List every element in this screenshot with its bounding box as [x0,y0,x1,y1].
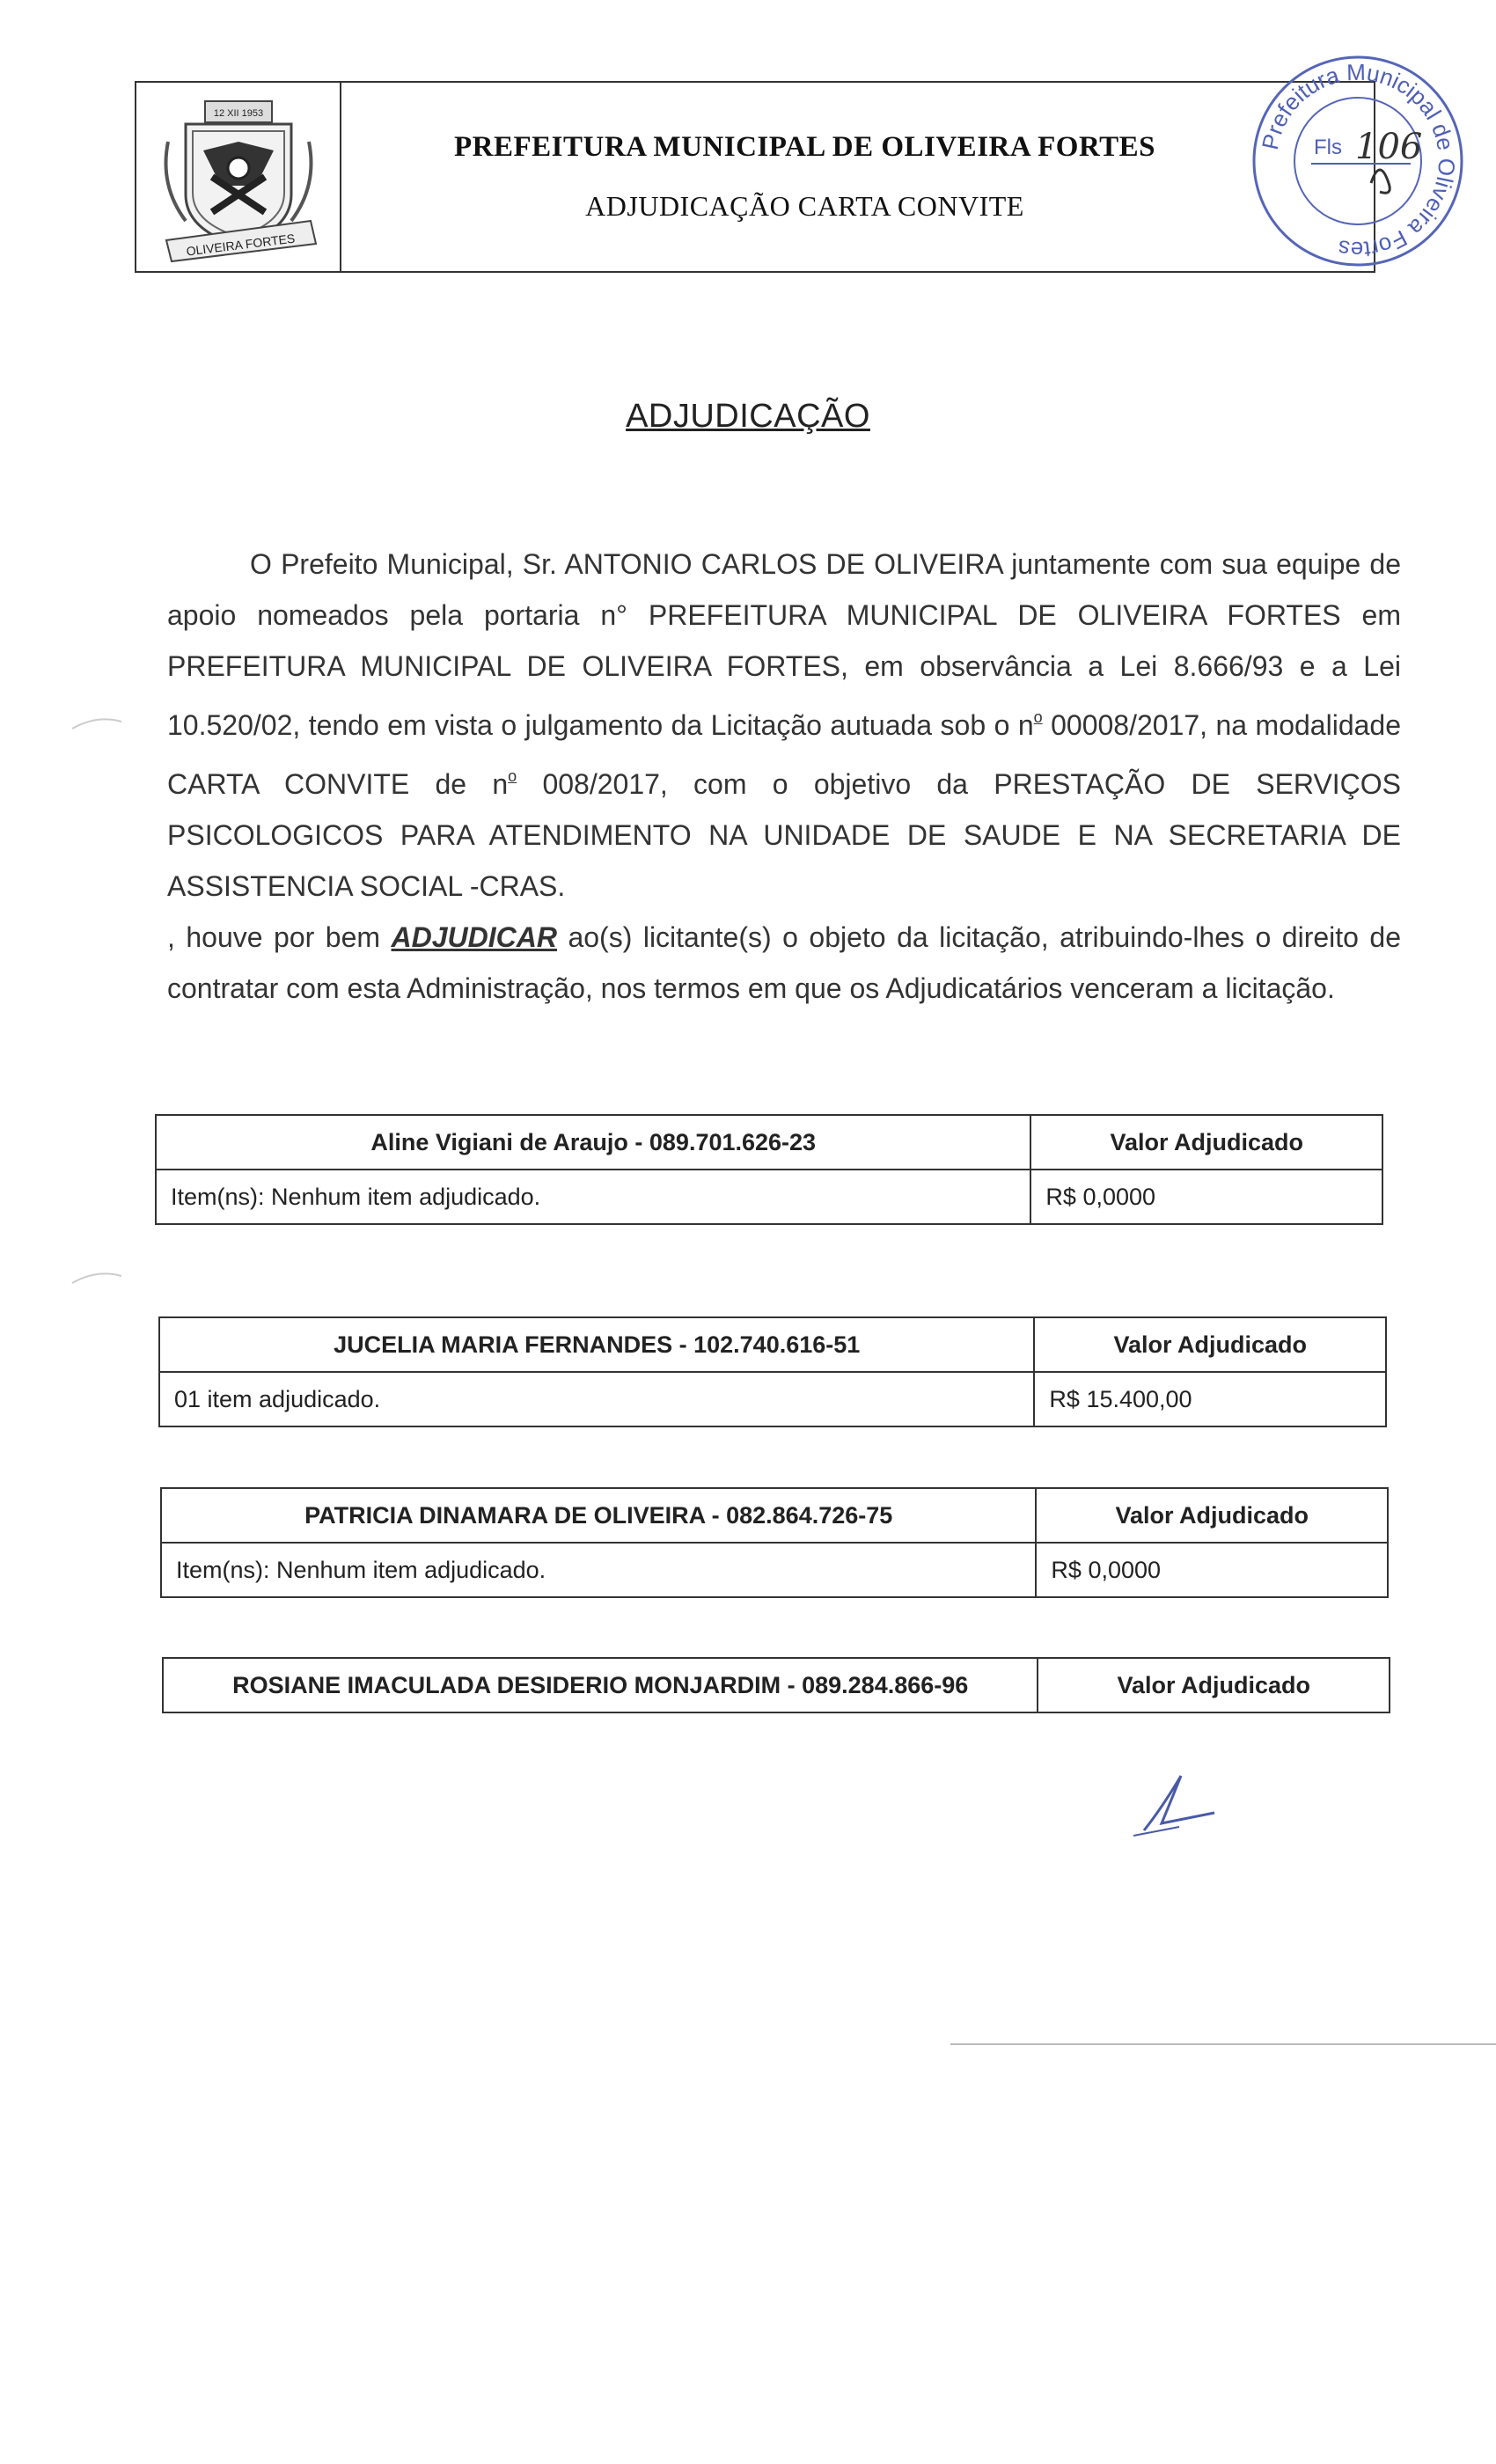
svg-text:106: 106 [1355,127,1423,167]
document-type: ADJUDICAÇÃO CARTA CONVITE [585,190,1024,222]
svg-text:OLIVEIRA FORTES: OLIVEIRA FORTES [185,231,296,259]
value-header: Valor Adjudicado [1030,1115,1382,1170]
awarded-value: R$ 0,0000 [1030,1170,1382,1224]
scan-line [950,2042,1496,2047]
items-awarded: Item(ns): Nenhum item adjudicado. [156,1170,1030,1224]
awarded-value: R$ 0,0000 [1036,1543,1388,1597]
letterhead-text [341,83,1374,271]
scan-mark [70,1267,123,1285]
scan-mark [70,713,123,730]
handwritten-initials [1126,1760,1223,1839]
svg-text:Prefeitura Municipal de Olivei: Prefeitura Municipal de Oliveira Fortes [1256,58,1461,264]
items-awarded: 01 item adjudicado. [159,1372,1034,1426]
bidder-name: Aline Vigiani de Araujo - 089.701.626-23 [156,1115,1030,1170]
result-table [155,1114,1383,1225]
page-number-stamp [1248,51,1468,271]
organization-name: PREFEITURA MUNICIPAL DE OLIVEIRA FORTES [453,131,1155,163]
value-header: Valor Adjudicado [1034,1317,1386,1372]
letterhead [135,81,1375,273]
paragraph-2: , houve por bem ADJUDICAR ao(s) licitante(s) o objeto da licitação, atribuindo-lhes o direito de contratar com esta Administração, nos termos em que os Adjudicatários venceram a licitação. [167,921,1402,1004]
bidder-name: PATRICIA DINAMARA DE OLIVEIRA - 082.864.726-75 [161,1488,1036,1543]
paragraph-1: O Prefeito Municipal, Sr. ANTONIO CARLOS DE OLIVEIRA juntamente com sua equipe de apoio nomeados pela portaria n° PREFEITURA MUNICIPAL DE OLIVEIRA FORTES em PREFEITURA MUNICIPAL DE OLIVEIRA FORTES, em observância a Lei 8.666/93 e a Lei 10.520/02, tendo em vista o julgamento da Licitação autuada sob o $n^o$ 00008/2017, na modalidade CARTA CONVITE de $n^o$ 008/2017, com o objetivo da PRESTAÇÃO DE SERVIÇOS PSICOLOGICOS PARA ATENDIMENTO NA UNIDADE DE SAUDE E NA SECRETARIA DE ASSISTENCIA SOCIAL -CRAS. [167,548,1402,902]
svg-text:Fls: Fls [1314,136,1342,159]
adjudicar-emphasis: ADJUDICAR [391,921,557,953]
bidder-name: ROSIANE IMACULADA DESIDERIO MONJARDIM - 089.284.866-96 [163,1658,1038,1712]
result-table [162,1657,1390,1713]
items-awarded: Item(ns): Nenhum item adjudicado. [161,1543,1036,1597]
result-table [158,1316,1387,1427]
value-header: Valor Adjudicado [1036,1488,1388,1543]
value-header: Valor Adjudicado [1038,1658,1390,1712]
adjudication-text [167,539,1401,1014]
municipal-coat-of-arms [136,83,341,271]
coat-of-arms-icon [150,89,326,265]
document-title: ADJUDICAÇÃO [626,398,870,435]
awarded-value: R$ 15.400,00 [1034,1372,1386,1426]
bidder-name: JUCELIA MARIA FERNANDES - 102.740.616-51 [159,1317,1034,1372]
svg-text:12 XII 1953: 12 XII 1953 [213,108,263,119]
result-table [160,1487,1389,1598]
